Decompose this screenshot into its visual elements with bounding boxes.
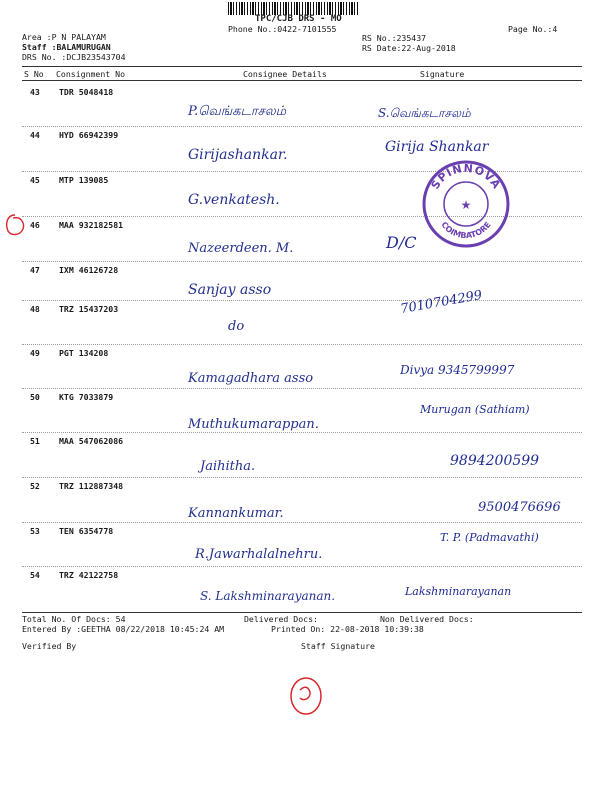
- row-consignment: IXM 46126728: [59, 265, 119, 275]
- row-sno: 47: [30, 265, 40, 275]
- area-label: Area :P N PALAYAM: [22, 32, 106, 42]
- printed-on: Printed On: 22-08-2018 10:39:38: [271, 624, 424, 634]
- row-sno: 44: [30, 130, 40, 140]
- table-row: [0, 523, 600, 569]
- row-consignee: Muthukumarappan.: [188, 417, 319, 432]
- row-consignee: G.venkatesh.: [188, 192, 280, 208]
- table-row: [0, 389, 600, 435]
- report-title: TPC/CJB DRS - MO: [255, 14, 342, 24]
- row-signature: 7010704299: [399, 287, 484, 318]
- row-sno: 45: [30, 175, 40, 185]
- total-docs: Total No. Of Docs: 54: [22, 614, 126, 624]
- row-signature: D/C: [386, 233, 417, 252]
- row-consignee: Girijashankar.: [188, 147, 288, 163]
- row-sno: 53: [30, 526, 40, 536]
- row-consignee: P.வெங்கடாசலம்: [188, 104, 287, 119]
- row-sno: 50: [30, 392, 40, 402]
- delivered-docs: Delivered Docs:: [244, 614, 318, 624]
- row-consignee: R.Jawarhalalnehru.: [195, 547, 323, 562]
- row-sno: 46: [30, 220, 40, 230]
- row-signature: Divya 9345799997: [400, 363, 515, 377]
- row-sno: 43: [30, 87, 40, 97]
- row-sno: 51: [30, 436, 40, 446]
- table-row: [0, 567, 600, 613]
- page-number: Page No.:4: [508, 24, 558, 34]
- row-signature: T. P. (Padmavathi): [440, 531, 539, 544]
- staff-label: Staff :BALAMURUGAN: [22, 42, 111, 52]
- row-sno: 52: [30, 481, 40, 491]
- row-consignment: PGT 134208: [59, 348, 109, 358]
- table-row: [0, 478, 600, 524]
- row-signature: 9500476696: [478, 500, 561, 515]
- row-sno: 48: [30, 304, 40, 314]
- column-header-consignee: Consignee Details: [243, 69, 327, 79]
- header-rule-top: [22, 66, 582, 67]
- staff-signature: Staff Signature: [301, 641, 375, 651]
- row-consignee: S. Lakshminarayanan.: [200, 589, 336, 603]
- row-signature: 9894200599: [450, 453, 540, 469]
- column-header-signature: Signature: [420, 69, 465, 79]
- table-row: [0, 345, 600, 391]
- row-sno: 49: [30, 348, 40, 358]
- red-circle-mark-icon: [3, 212, 27, 238]
- row-consignee: Nazeerdeen. M.: [188, 241, 294, 256]
- stamp-bottom-text: COIMBATORE: [439, 220, 493, 241]
- rs-date: RS Date:22-Aug-2018: [362, 43, 456, 53]
- red-circle-mark-icon: [286, 672, 326, 718]
- row-consignment: HYD 66942399: [59, 130, 119, 140]
- phone-number: Phone No.:0422-7101555: [228, 24, 337, 34]
- row-consignee: Kannankumar.: [188, 506, 284, 521]
- footer-rule: [22, 612, 582, 613]
- column-header-consignment: Consignment No: [56, 69, 126, 79]
- row-consignment: TRZ 112887348: [59, 481, 124, 491]
- row-consignment: TRZ 15437203: [59, 304, 119, 314]
- drs-number: DRS No. :DCJB23543704: [22, 52, 126, 62]
- row-consignee: Sanjay asso: [188, 282, 272, 298]
- verified-by: Verified By: [22, 641, 77, 651]
- stamp-top-text: SPINNOVA: [428, 161, 504, 192]
- row-consignment: MTP 139085: [59, 175, 109, 185]
- row-consignment: MAA 547062086: [59, 436, 124, 446]
- row-consignee: Kamagadhara asso: [188, 371, 314, 386]
- row-consignment: TRZ 42122758: [59, 570, 119, 580]
- row-consignment: KTG 7033879: [59, 392, 114, 402]
- stamp-star-icon: ★: [460, 198, 472, 212]
- column-header-sno: S No: [24, 69, 44, 79]
- table-row: [0, 433, 600, 479]
- row-consignee: Jaihitha.: [200, 459, 256, 474]
- table-row: [0, 84, 600, 130]
- row-consignment: MAA 932182581: [59, 220, 124, 230]
- company-stamp: [420, 158, 512, 250]
- row-signature: Murugan (Sathiam): [420, 403, 530, 416]
- row-consignment: TDR 5048418: [59, 87, 114, 97]
- non-delivered-docs: Non Delivered Docs:: [380, 614, 474, 624]
- header-rule-bottom: [22, 80, 582, 81]
- row-sno: 54: [30, 570, 40, 580]
- row-signature: Lakshminarayanan: [405, 585, 512, 598]
- row-consignee: do: [228, 319, 245, 334]
- row-consignment: TEN 6354778: [59, 526, 114, 536]
- rs-number: RS No.:235437: [362, 33, 427, 43]
- row-signature: S.வெங்கடாசலம்: [378, 106, 471, 120]
- row-signature: Girija Shankar: [385, 139, 489, 155]
- entered-by: Entered By :GEETHA 08/22/2018 10:45:24 AM: [22, 624, 225, 634]
